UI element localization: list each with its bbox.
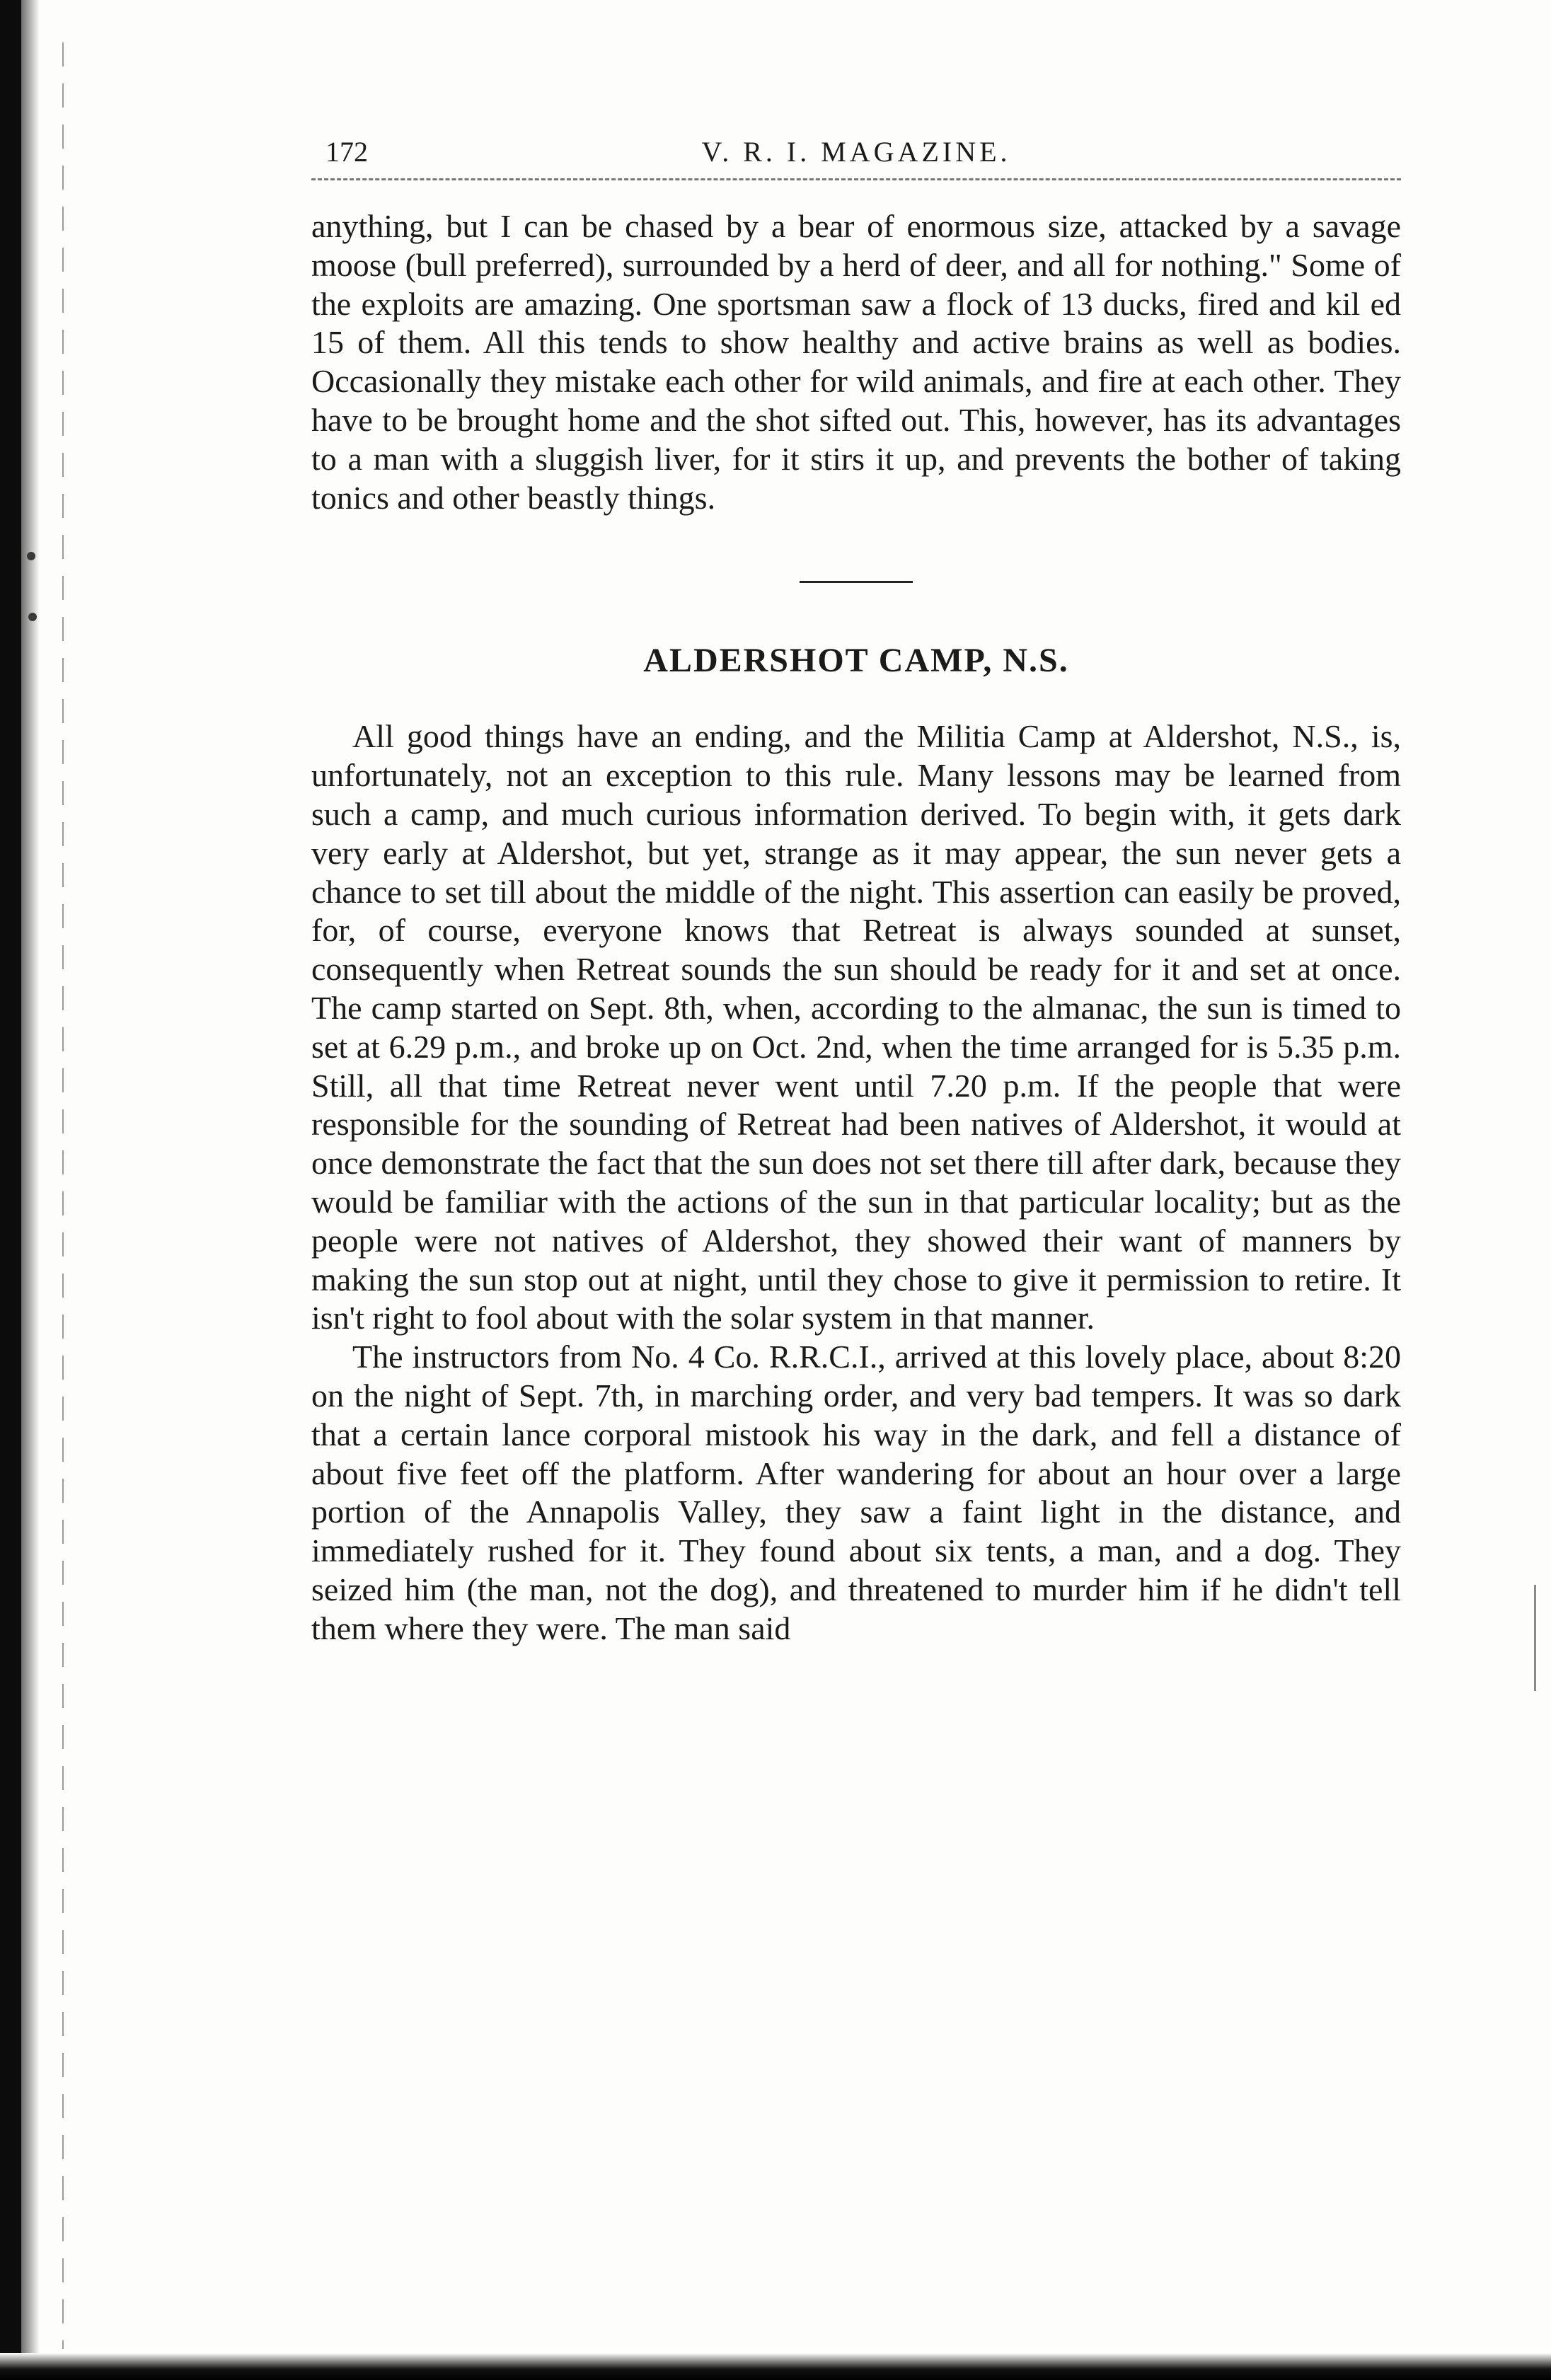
book-page bbox=[311, 127, 1401, 1648]
gutter-dot bbox=[28, 613, 37, 621]
journal-title: V. R. I. MAGAZINE. bbox=[701, 136, 1011, 168]
page-number: 172 bbox=[325, 136, 368, 168]
running-head bbox=[311, 127, 1401, 177]
continued-paragraph: anything, but I can be chased by a bear of enormous size, attacked by a savage moose (bull preferred), surrounded by a herd of deer, and all for nothing." Some of the exploits are amazing. One sportsman saw a flock of 13 ducks, fired and kil ed 15 of them. All this tends to show healthy and active brains as well as bodies. Occasionally they mistake each other for wild animals, and fire at each other. They have to be brought home and the shot sifted out. This, however, has its advantages to a man with a sluggish liver, for it stirs it up, and prevents the bother of taking tonics and other beastly things. bbox=[311, 208, 1401, 516]
body-paragraph: All good things have an ending, and the Militia Camp at Aldershot, N.S., is, unfortunately, not an exception to this rule. Many lessons may be learned from such a camp, and much curious information derived. To begin with, it gets dark very early at Aldershot, but yet, strange as it may appear, the sun never gets a chance to set till about the middle of the night. This assertion can easily be proved, for, of course, everyone knows that Retreat is always sounded at sunset, consequently when Retreat sounds the sun should be ready for it and set at once. The camp started on Sept. 8th, when, according to the almanac, the sun is timed to set at 6.29 p.m., and broke up on Oct. 2nd, when the time arranged for is 5.35 p.m. Still, all that time Retreat never went until 7.20 p.m. If the people that were responsible for the sounding of Retreat had been natives of Aldershot, it would at once demonstrate the fact that the sun does not set there till after dark, because they would be familiar with the actions of the sun in that particular locality; but as the people were not natives of Aldershot, they showed their want of manners by making the sun stop out at night, until they chose to give it permission to retire. It isn't right to fool about with the solar system in that manner. bbox=[311, 718, 1401, 1336]
body-paragraph: The instructors from No. 4 Co. R.R.C.I., arrived at this lovely place, about 8:20 on the night of Sept. 7th, in marching order, and very bad tempers. It was so dark that a certain lance corporal mistook his way in the dark, and fell a distance of about five feet off the platform. After wandering for about an hour over a large portion of the Annapolis Valley, they saw a faint light in the distance, and immediately rushed for it. They found about six tents, a man, and a dog. They seized him (the man, not the dog), and threatened to murder him if he didn't tell them where they were. The man said bbox=[311, 1339, 1401, 1646]
page-bottom-edge bbox=[0, 2353, 1551, 2380]
gutter-line bbox=[62, 42, 64, 2349]
section-title: ALDERSHOT CAMP, N.S. bbox=[643, 642, 1069, 680]
margin-mark bbox=[1534, 1585, 1536, 1691]
section-divider bbox=[800, 581, 913, 583]
binding-edge bbox=[0, 0, 21, 2380]
gutter-dot bbox=[27, 552, 35, 560]
header-rule bbox=[311, 178, 1401, 180]
binding-shadow bbox=[21, 0, 40, 2380]
